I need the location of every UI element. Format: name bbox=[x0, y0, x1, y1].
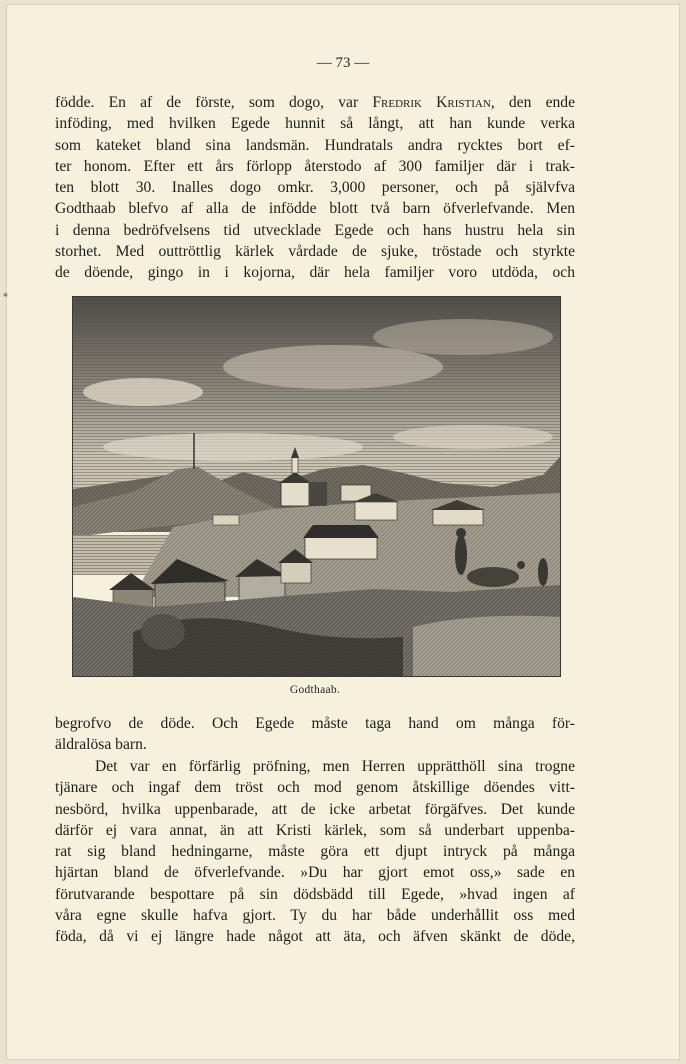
paragraph-2 bbox=[55, 713, 575, 756]
text-line: förutvarande bespottare på sin dödsbädd till Egede, »hvad ingen af bbox=[55, 885, 575, 903]
text-line: Godthaab blefvo af alla de infödde blott två barn öfverlefvande. Men bbox=[55, 200, 575, 218]
text-line: begrofvo de döde. Och Egede måste taga hand om många för- bbox=[55, 715, 575, 732]
text-line: inföding, med hvilken Egede hunnit så långt, att han kunde verka bbox=[55, 115, 575, 133]
text-line: födde. En af de förste, som dogo, var Fredrik Kristian, den ende bbox=[55, 94, 576, 111]
text-line: storhet. Med outtröttlig kärlek vårdade de sjuke, tröstade och styrkte bbox=[55, 243, 575, 261]
margin-mark: * bbox=[3, 292, 8, 303]
page-number: — 73 — bbox=[316, 55, 370, 71]
figure-caption: Godthaab. bbox=[289, 684, 341, 696]
text-line: tjänare och ingaf dem tröst och mod genom åtskillige döendes vitt- bbox=[55, 779, 575, 797]
text-line: nesbörd, hvilka uppenbarade, att de icke arbetat förgäfves. Det kunde bbox=[55, 800, 575, 818]
text-line: våra egne skulle hafva gjort. Ty du har både underhållit oss med bbox=[55, 907, 575, 925]
text-line: ten blott 30. Inalles dogo omkr. 3,000 personer, och på självfva bbox=[55, 179, 575, 197]
text-line: i denna bedröfvelsens tid utvecklade Egede och hans hustru hela sin bbox=[55, 221, 575, 239]
engraving-godthaab bbox=[72, 296, 561, 677]
engraving-illustration bbox=[73, 297, 560, 676]
paragraph-3 bbox=[55, 756, 575, 948]
text-line: därför ej vara annat, än att Kristi kärlek, som så underbart uppenba- bbox=[55, 821, 575, 839]
text-line: som kateket bland sina landsmän. Hundratals andra rycktes bort ef- bbox=[55, 136, 575, 154]
text-line: rat sig bland hedningarne, måste göra ett djupt intryck på många bbox=[55, 843, 575, 861]
paragraph-1 bbox=[55, 92, 575, 284]
text-line: de döende, gingo in i kojorna, där hela familjer voro utdöda, och bbox=[55, 264, 575, 282]
text-line: äldralösa barn. bbox=[55, 736, 147, 754]
text-line: föda, då vi ej längre hade något att äta, och äfven skänkt de döde, bbox=[55, 928, 575, 946]
text-line: ter honom. Efter ett års förlopp återstodo af 300 familjer där i trak- bbox=[55, 157, 575, 175]
text-line: Det var en förfärlig pröfning, men Herren upprätthöll sina trogne bbox=[95, 758, 575, 775]
name-fredrik-kristian: Fredrik Kristian bbox=[372, 94, 491, 111]
text-line: hjärtan bland de öfverlefvande. »Du har gjort emot oss,» sade en bbox=[55, 864, 575, 882]
